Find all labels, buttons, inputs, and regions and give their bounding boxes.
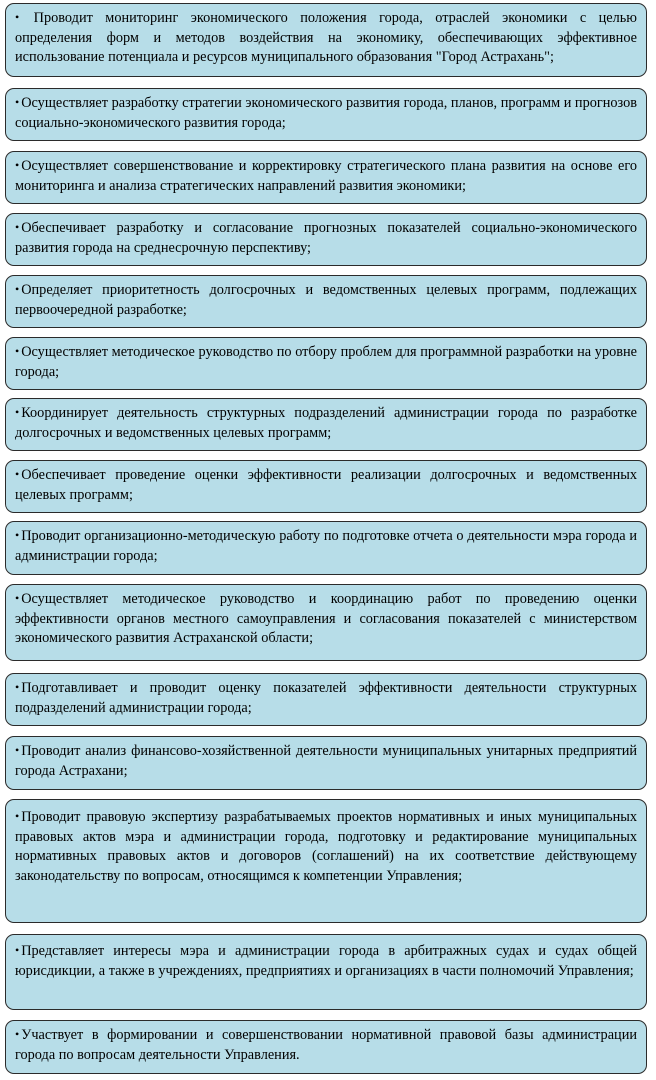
function-text: Обеспечивает разработку и согласование прогнозных показателей социально-экономического развития города на среднесрочную перспективу; — [15, 220, 637, 256]
function-text: Осуществляет разработку стратегии экономического развития города, планов, программ и прогнозов социально-экономического развития города; — [15, 95, 637, 131]
bullet-icon: • — [15, 591, 20, 605]
function-box-3 — [5, 151, 647, 204]
function-box-4 — [5, 213, 647, 266]
function-text: Подготавливает и проводит оценку показателей эффективности деятельности структурных подразделений администрации города; — [15, 680, 637, 716]
bullet-icon: • — [15, 743, 20, 757]
function-text: Проводит анализ финансово-хозяйственной деятельности муниципальных унитарных предприятий города Астрахани; — [15, 743, 637, 779]
function-box-5 — [5, 275, 647, 328]
function-text: Представляет интересы мэра и администрации города в арбитражных судах и судах общей юрисдикции, а также в учреждениях, предприятиях и организациях в части полномочий Управления; — [15, 943, 637, 979]
function-box-8 — [5, 460, 647, 513]
function-box-15 — [5, 1020, 647, 1074]
bullet-icon: • — [15, 680, 20, 694]
bullet-icon: • — [15, 220, 20, 234]
function-box-13 — [5, 799, 647, 923]
bullet-icon: • — [15, 344, 20, 358]
function-box-1 — [5, 3, 647, 77]
function-text: Обеспечивает проведение оценки эффективности реализации долгосрочных и ведомственных целевых программ; — [15, 467, 637, 503]
function-text: Осуществляет совершенствование и корректировку стратегического плана развития на основе его мониторинга и анализа стратегических направлений развития экономики; — [15, 158, 637, 194]
function-text: Проводит организационно-методическую работу по подготовке отчета о деятельности мэра города и администрации города; — [15, 528, 637, 564]
function-text: Координирует деятельность структурных подразделений администрации города по разработке долгосрочных и ведомственных целевых программ; — [15, 405, 637, 441]
bullet-icon: • — [15, 809, 20, 823]
bullet-icon: • — [15, 528, 20, 542]
function-box-7 — [5, 398, 647, 451]
bullet-icon: • — [15, 158, 20, 172]
bullet-icon: • — [15, 282, 20, 296]
function-box-10 — [5, 584, 647, 661]
function-text: Проводит мониторинг экономического положения города, отраслей экономики с целью определения форм и методов воздействия на экономику, обеспечивающих эффективное использование потенциала и ресурсов муниципального образования "Город Астрахань"; — [15, 10, 637, 65]
function-text: Осуществляет методическое руководство и координацию работ по проведению оценки эффективности органов местного самоуправления и согласования показателей с министерством экономического развития Астраханской области; — [15, 591, 637, 646]
function-text: Участвует в формировании и совершенствовании нормативной правовой базы администрации города по вопросам деятельности Управления. — [15, 1027, 637, 1063]
bullet-icon: • — [15, 467, 20, 481]
function-box-9 — [5, 521, 647, 575]
function-text: Проводит правовую экспертизу разрабатываемых проектов нормативных и иных муниципальных правовых актов мэра и администрации города, подготовку и редактирование муниципальных нормативных правовых актов и договоров (соглашений) на их соответствие действующему законодательству по вопросам, относящимся к компетенции Управления; — [15, 809, 637, 884]
function-box-6 — [5, 337, 647, 390]
bullet-icon: • — [15, 405, 20, 419]
function-text: Осуществляет методическое руководство по отбору проблем для программной разработки на уровне города; — [15, 344, 637, 380]
function-box-2 — [5, 88, 647, 141]
bullet-icon: • — [15, 95, 20, 109]
bullet-icon: • — [15, 1027, 20, 1041]
bullet-icon: • — [15, 943, 20, 957]
function-box-11 — [5, 673, 647, 726]
function-box-14 — [5, 934, 647, 1010]
function-text: Определяет приоритетность долгосрочных и ведомственных целевых программ, подлежащих первоочередной разработке; — [15, 282, 637, 318]
bullet-icon: • — [15, 10, 20, 24]
function-box-12 — [5, 736, 647, 790]
